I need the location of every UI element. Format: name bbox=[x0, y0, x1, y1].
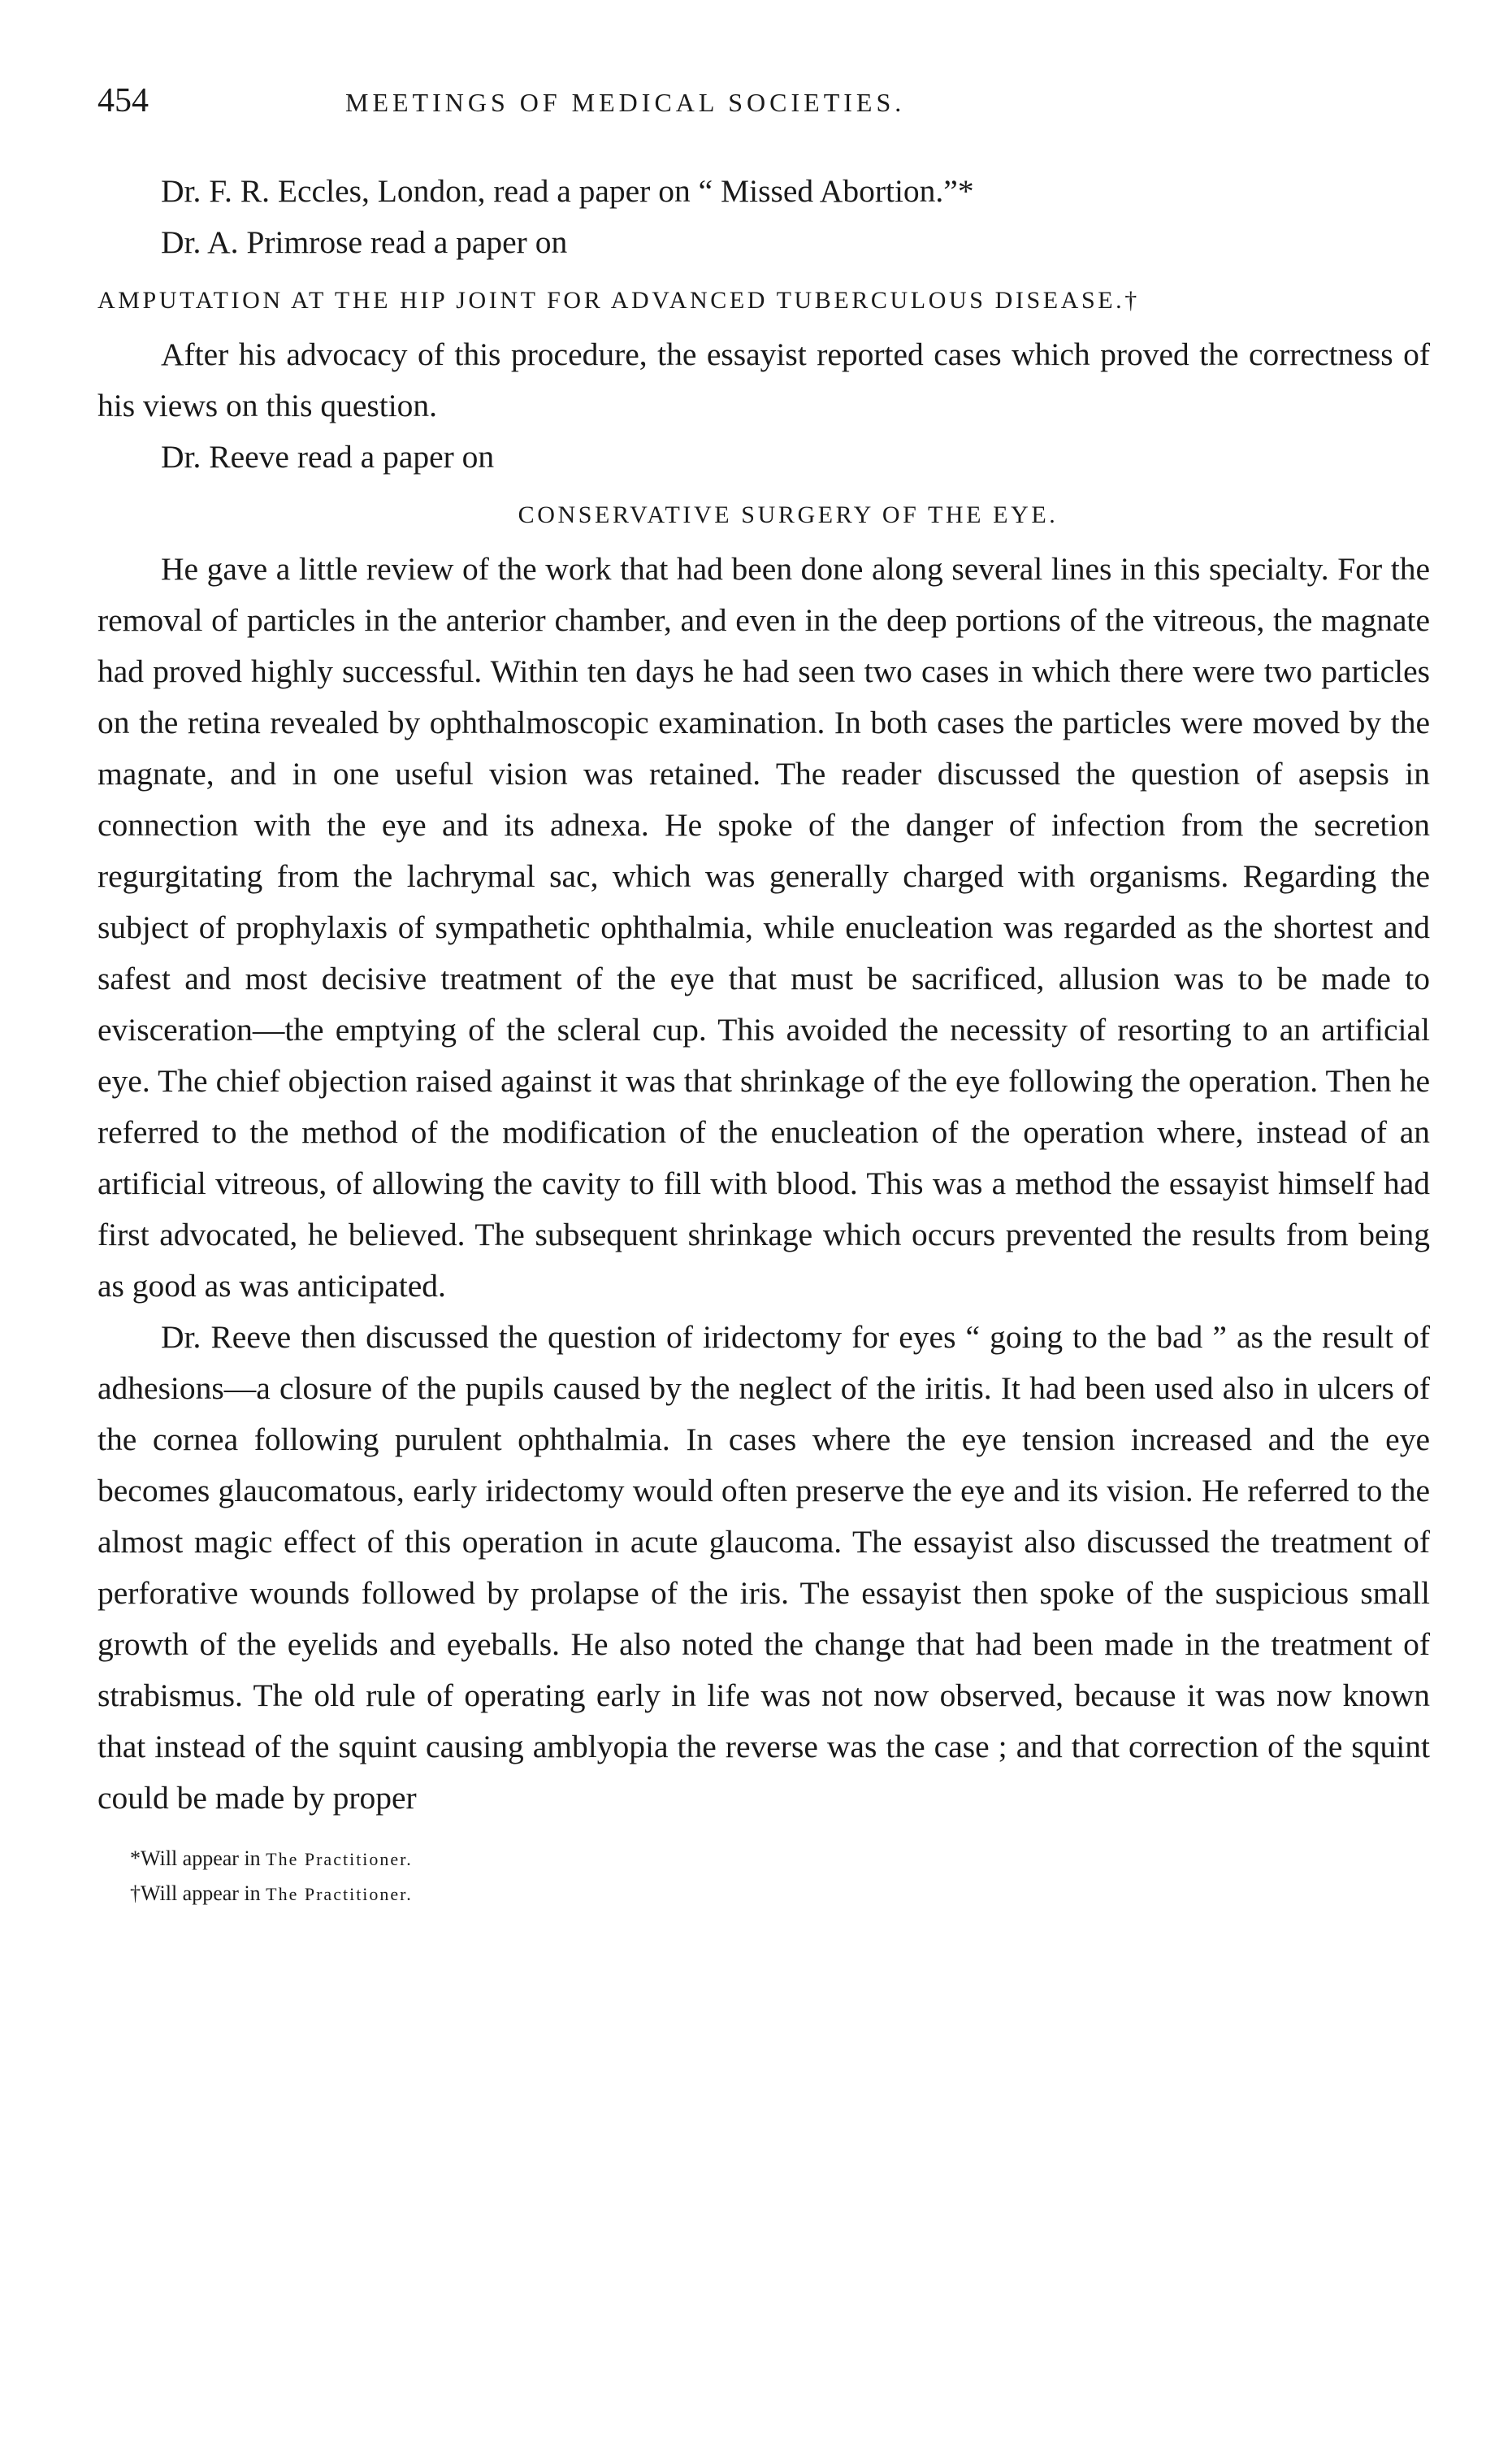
main-text bbox=[97, 166, 1430, 1824]
paragraph-primrose: Dr. A. Primrose read a paper on bbox=[161, 224, 568, 260]
footnote-2 bbox=[130, 1877, 1430, 1912]
running-head bbox=[97, 81, 1430, 138]
paragraph-amputation: After his advocacy of this procedure, the essayist reported cases which proved the correctness of his views on this question. bbox=[97, 336, 1430, 423]
footnote-2-source: The Practitioner. bbox=[266, 1884, 413, 1904]
footnotes bbox=[97, 1842, 1430, 1912]
section-heading-amputation: AMPUTATION AT THE HIP JOINT FOR ADVANCED TUBERCULOUS DISEASE.† bbox=[97, 287, 1140, 314]
running-title: MEETINGS OF MEDICAL SOCIETIES. bbox=[345, 88, 906, 117]
book-page bbox=[97, 81, 1430, 1912]
footnote-1-prefix: *Will appear in bbox=[130, 1847, 266, 1870]
paragraph-reeve-intro: Dr. Reeve read a paper on bbox=[161, 439, 495, 475]
footnote-2-prefix: †Will appear in bbox=[130, 1881, 266, 1905]
page-number: 454 bbox=[97, 82, 149, 119]
section-heading-eye-surgery: CONSERVATIVE SURGERY OF THE EYE. bbox=[518, 501, 1059, 528]
footnote-1-source: The Practitioner. bbox=[266, 1849, 413, 1869]
paragraph-eye-review: He gave a little review of the work that had been done along several lines in this specialty. For the removal of particles in the anterior chamber, and even in the deep portions of the vitreous, the magnate had proved highly successful. Within ten days he had seen two cases in which there were two particles on the retina revealed by ophthalmoscopic examination. In both cases the particles were moved by the magnate, and in one useful vision was retained. The reader discussed the question of asepsis in connection with the eye and its adnexa. He spoke of the danger of infection from the secretion regurgitating from the lachrymal sac, which was generally charged with organisms. Regarding the subject of prophylaxis of sympathetic ophthalmia, while enucleation was regarded as the shortest and safest and most decisive treatment of the eye that must be sacrificed, allusion was to be made to evisceration—the emptying of the scleral cup. This avoided the necessity of resorting to an artificial eye. The chief objection raised against it was that shrinkage of the eye following the operation. Then he referred to the method of the modification of the enucleation of the operation where, instead of an artificial vitreous, of allowing the cavity to fill with blood. This was a method the essayist himself had first advocated, he believed. The subsequent shrinkage which occurs prevented the results from being as good as was anticipated. bbox=[97, 551, 1430, 1304]
paragraph-iridectomy: Dr. Reeve then discussed the question of iridectomy for eyes “ going to the bad ” as the result of adhesions—a closure of the pupils caused by the neglect of the iritis. It had been used also in ulcers of the cornea following purulent ophthalmia. In cases where the eye tension increased and the eye becomes glaucomatous, early iridectomy would often preserve the eye and its vision. He referred to the almost magic effect of this operation in acute glaucoma. The essayist also discussed the treatment of perforative wounds followed by prolapse of the iris. The essayist then spoke of the suspicious small growth of the eyelids and eyeballs. He also noted the change that had been made in the treatment of strabismus. The old rule of operating early in life was not now observed, because it was now known that instead of the squint causing amblyopia the reverse was the case ; and that correction of the squint could be made by proper bbox=[97, 1319, 1430, 1816]
footnote-1 bbox=[130, 1842, 1430, 1877]
paragraph-eccles: Dr. F. R. Eccles, London, read a paper on “ Missed Abortion.”* bbox=[161, 173, 974, 209]
